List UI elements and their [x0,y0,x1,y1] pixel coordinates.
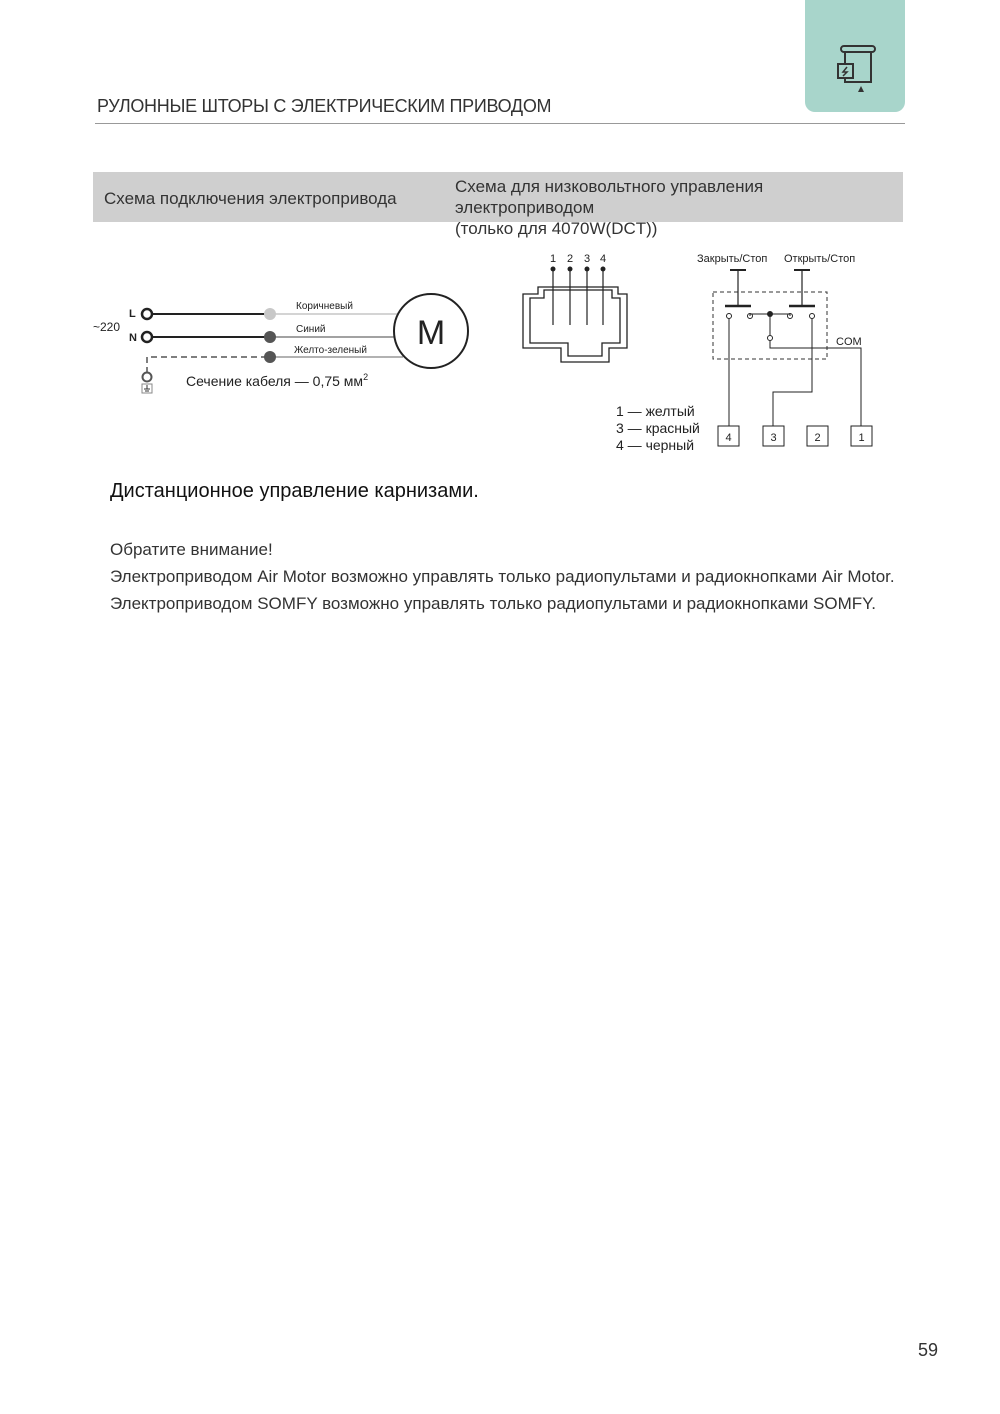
note-line: Обратите внимание! [110,540,273,559]
wire-ground [147,357,270,373]
terminal-label: 4 [725,432,732,444]
page-number: 59 [918,1340,939,1360]
section-title: Дистанционное управление карнизами. [110,480,479,502]
terminal-label: 1 [858,432,865,444]
wire-brown-label: Коричневый [296,301,353,312]
terminal-l-label: L [129,308,136,320]
close-stop-label: Закрыть/Стоп [697,253,768,265]
wire-blue-label: Синий [296,324,326,335]
wiring-diagrams [0,230,1000,470]
header-divider [95,123,905,124]
connector-pin-label: 2 [566,253,574,265]
legend-item: 3 — красный [616,420,700,436]
connector-color-legend [616,403,700,453]
wire-brown-dot [264,308,276,320]
com-label: COM [836,336,862,348]
wire-yellow-green-label: Желто-зеленый [294,345,367,356]
connector-pin-label: 4 [599,253,607,265]
terminal-label: 2 [814,432,821,444]
roller-blind-motor-icon [835,42,879,94]
connector-pin-label: 1 [549,253,557,265]
open-stop-label: Открыть/Стоп [784,253,856,265]
voltage-label: ~220 [93,320,121,334]
terminal-n [142,332,152,342]
wiring-diagram-title: Схема подключения электропривода [104,189,397,208]
terminal-l [142,309,152,319]
wire-yellow-green-dot [264,351,276,363]
cable-section-label: Сечение кабеля — 0,75 $мм^2$ [186,372,369,389]
wire-blue-dot [264,331,276,343]
terminal-label: 3 [770,432,777,444]
terminal-n-label: N [129,332,137,344]
section-header-band [93,172,903,238]
page-header: РУЛОННЫЕ ШТОРЫ С ЭЛЕКТРИЧЕСКИМ ПРИВОДОМ [97,96,552,116]
note-line: Электроприводом Air Motor возможно управлять только радиопультами и радиокнопками Air Motor. [110,567,895,586]
notes-block [110,536,895,617]
connector-pin-label: 3 [583,253,591,265]
low-voltage-diagram-title-line2: (только для 4070W(DCT)) [455,219,658,238]
low-voltage-diagram-title-line1: Схема для низковольтного управления электроприводом [455,177,764,217]
motor-label: M [416,314,446,352]
note-line: Электроприводом SOMFY возможно управлять только радиопультами и радиокнопками SOMFY. [110,594,877,613]
motor-wiring-diagram [93,294,468,393]
legend-item: 4 — черный [616,437,695,453]
switch-diagram [697,253,872,446]
ground-terminal [143,373,152,382]
connector-outline [530,290,620,356]
connector-diagram [523,253,627,362]
section-tab [805,0,905,112]
legend-item: 1 — желтый [616,403,695,419]
ground-icon [142,384,152,393]
